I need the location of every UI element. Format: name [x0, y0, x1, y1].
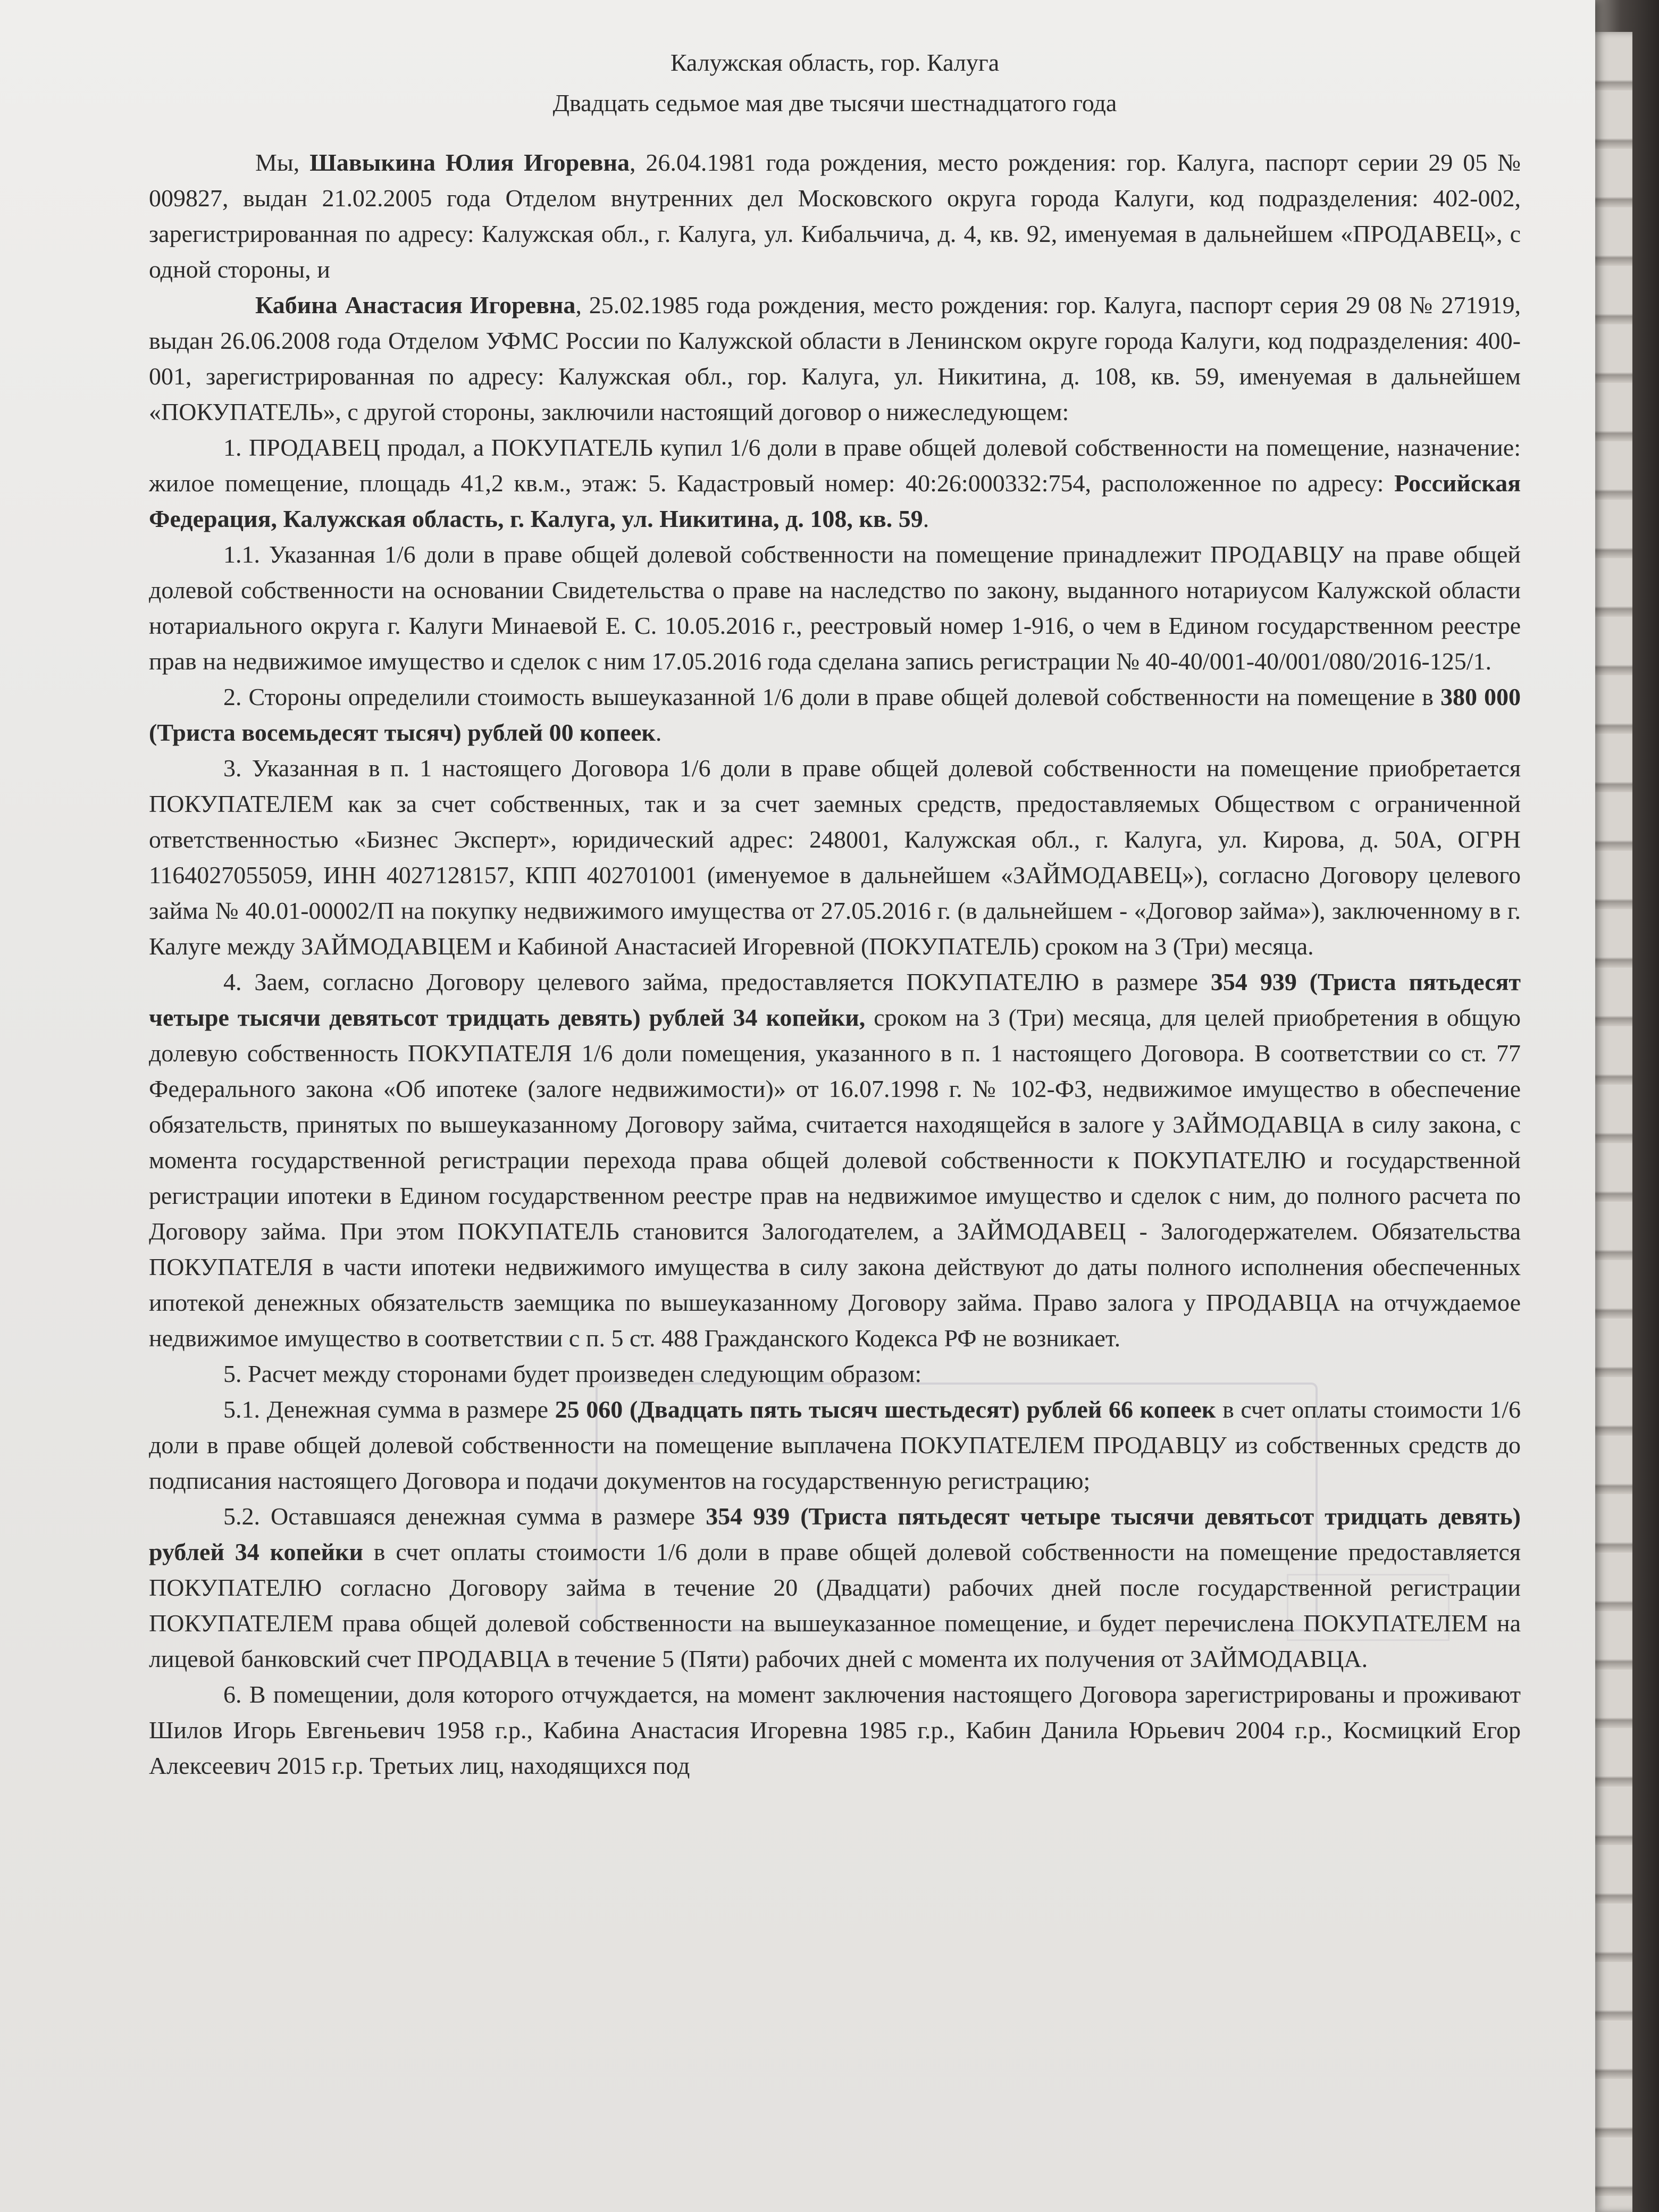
document-body [149, 43, 1521, 1783]
intro-prefix: Мы, [255, 149, 310, 176]
seller-details: , 26.04.1981 года рождения, место рождения: гор. Калуга, паспорт серии 29 05 № 009827, выдан 21.02.2005 года Отделом внутренних дел Московского округа города Калуги, код подразделения: 402-002, зарегистрированная по адресу: Калужская обл., г. Калуга, ул. Кибальчича, д. 4, кв. 92, именуемая в дальнейшем «ПРОДАВЕЦ», с одной стороны, и [149, 149, 1521, 283]
clause-1 [149, 430, 1521, 537]
clause-5-2-text: 5.2. Оставшаяся денежная сумма в размере [223, 1503, 706, 1530]
property-address: Российская Федерация, Калужская область, г. Калуга, ул. Никитина, д. 108, кв. 59 [149, 470, 1521, 532]
clause-6: 6. В помещении, доля которого отчуждается, на момент заключения настоящего Договора зарегистрированы и проживают Шилов Игорь Евгеньевич 1958 г.р., Кабина Анастасия Игоревна 1985 г.р., Кабин Данила Юрьевич 2004 г.р., Космицкий Егор Алексеевич 2015 г.р. Третьих лиц, находящихся под [149, 1681, 1521, 1779]
clause-1-end: . [923, 505, 929, 532]
remaining-amount: 354 939 (Триста пятьдесят четыре тысячи девятьсот тридцать девять) рублей 34 копейки [149, 1503, 1521, 1565]
header-location: Калужская область, гор. Калуга [670, 49, 1000, 76]
buyer-details: , 25.02.1985 года рождения, место рождения: гор. Калуга, паспорт серия 29 08 № 271919, выдан 26.06.2008 года Отделом УФМС России по Калужской области в Ленинском округе города Калуги, код подразделения: 400-001, зарегистрированная по адресу: Калужская обл., гор. Калуга, ул. Никитина, д. 108, кв. 59, именуемая в дальнейшем «ПОКУПАТЕЛЬ», с другой стороны, заключили настоящий договор о нижеследующем: [149, 291, 1521, 425]
clause-4-rest: сроком на 3 (Три) месяца, для целей приобретения в общую долевую собственность ПОКУПАТЕЛЯ 1/6 доли помещения, указанного в п. 1 настоящего Договора. В соответствии со ст. 77 Федерального закона «Об ипотеке (залоге недвижимости)» от 16.07.1998 г. № 102-ФЗ, недвижимое имущество в обеспечение обязательств, принятых по вышеуказанному Договору займа, считается находящейся в залоге у ЗАЙМОДАВЦА в силу закона, с момента государственной регистрации перехода права общей долевой собственности к ПОКУПАТЕЛЮ и государственной регистрации ипотеки в Едином государственном реестре прав на недвижимое имущество и сделок с ним, до полного расчета по Договору займа. При этом ПОКУПАТЕЛЬ становится Залогодателем, а ЗАЙМОДАВЕЦ - Залогодержателем. Обязательства ПОКУПАТЕЛЯ в части ипотеки недвижимого имущества в силу закона действуют до даты полного исполнения обеспеченных ипотекой денежных обязательств заемщика по вышеуказанному Договору займа. Право залога у ПРОДАВЦА на отчуждаемое недвижимое имущество в соответствии с п. 5 ст. 488 Гражданского Кодекса РФ не возникает. [149, 1004, 1521, 1352]
clause-5-1-text: 5.1. Денежная сумма в размере [223, 1396, 555, 1423]
clause-1-1: 1.1. Указанная 1/6 доли в праве общей долевой собственности на помещение принадлежит ПРОДАВЦУ на праве общей долевой собственности на основании Свидетельства о праве на наследство по закону, выданного нотариусом Калужской области нотариального округа г. Калуги Минаевой Е. С. 10.05.2016 г., реестровый номер 1-916, о чем в Едином государственном реестре прав на недвижимое имущество и сделок с ним 17.05.2016 года сделана запись регистрации № 40-40/001-40/001/080/2016-125/1. [149, 541, 1521, 675]
party-seller-paragraph [149, 145, 1521, 287]
clause-5-1-rest: в счет оплаты стоимости 1/6 доли в праве общей долевой собственности на помещение выплачена ПОКУПАТЕЛЕМ ПРОДАВЦУ из собственных средств до подписания настоящего Договора и подачи документов на государственную регистрацию; [149, 1396, 1521, 1494]
buyer-name: Кабина Анастасия Игоревна [255, 291, 576, 319]
own-funds-amount: 25 060 (Двадцать пять тысяч шестьдесят) рублей 66 копеек [555, 1396, 1216, 1423]
clause-4-text: 4. Заем, согласно Договору целевого займа, предоставляется ПОКУПАТЕЛЮ в размере [223, 968, 1211, 995]
clause-5-2 [149, 1498, 1521, 1677]
clause-4 [149, 964, 1521, 1356]
clause-5: 5. Расчет между сторонами будет произведен следующим образом: [223, 1360, 922, 1387]
clause-2-end: . [655, 719, 662, 746]
loan-amount: 354 939 (Триста пятьдесят четыре тысячи девятьсот тридцать девять) рублей 34 копейки, [149, 968, 1521, 1031]
party-buyer-paragraph [149, 287, 1521, 430]
clause-5-2-rest: в счет оплаты стоимости 1/6 доли в праве общей долевой собственности на помещение предоставляется ПОКУПАТЕЛЮ согласно Договору займа в течение 20 (Двадцати) рабочих дней после государственной регистрации ПОКУПАТЕЛЕМ права общей долевой собственности на вышеуказанное помещение, и будет перечислена ПОКУПАТЕЛЕМ на лицевой банковский счет ПРОДАВЦА в течение 5 (Пяти) рабочих дней с момента их получения от ЗАЙМОДАВЦА. [149, 1538, 1521, 1672]
clause-3: 3. Указанная в п. 1 настоящего Договора 1/6 доли в праве общей долевой собственности на помещение приобретается ПОКУПАТЕЛЕМ как за счет собственных, так и за счет заемных средств, предоставляемых Обществом с ограниченной ответственностью «Бизнес Эксперт», юридический адрес: 248001, Калужская обл., г. Калуга, ул. Кирова, д. 50А, ОГРН 1164027055059, ИНН 4027128157, КПП 402701001 (именуемое в дальнейшем «ЗАЙМОДАВЕЦ»), согласно Договору целевого займа № 40.01-00002/П на покупку недвижимого имущества от 27.05.2016 г. (в дальнейшем - «Договор займа»), заключенному в г. Калуге между ЗАЙМОДАВЦЕМ и Кабиной Анастасией Игоревной (ПОКУПАТЕЛЬ) сроком на 3 (Три) месяца. [149, 755, 1521, 960]
clause-5-1 [149, 1392, 1521, 1498]
price-amount: 380 000 (Триста восемьдесят тысяч) рублей 00 копеек [149, 683, 1521, 746]
clause-2-text: 2. Стороны определили стоимость вышеуказанной 1/6 доли в праве общей долевой собственности на помещение в [223, 683, 1440, 710]
clause-1-text: 1. ПРОДАВЕЦ продал, а ПОКУПАТЕЛЬ купил 1/6 доли в праве общей долевой собственности на помещение, назначение: жилое помещение, площадь 41,2 кв.м., этаж: 5. Кадастровый номер: 40:26:000332:754, расположенное по адресу: [149, 434, 1521, 497]
header-date: Двадцать седьмое мая две тысячи шестнадцатого года [552, 89, 1117, 116]
clause-2 [149, 679, 1521, 750]
seller-name: Шавыкина Юлия Игоревна [309, 149, 630, 176]
